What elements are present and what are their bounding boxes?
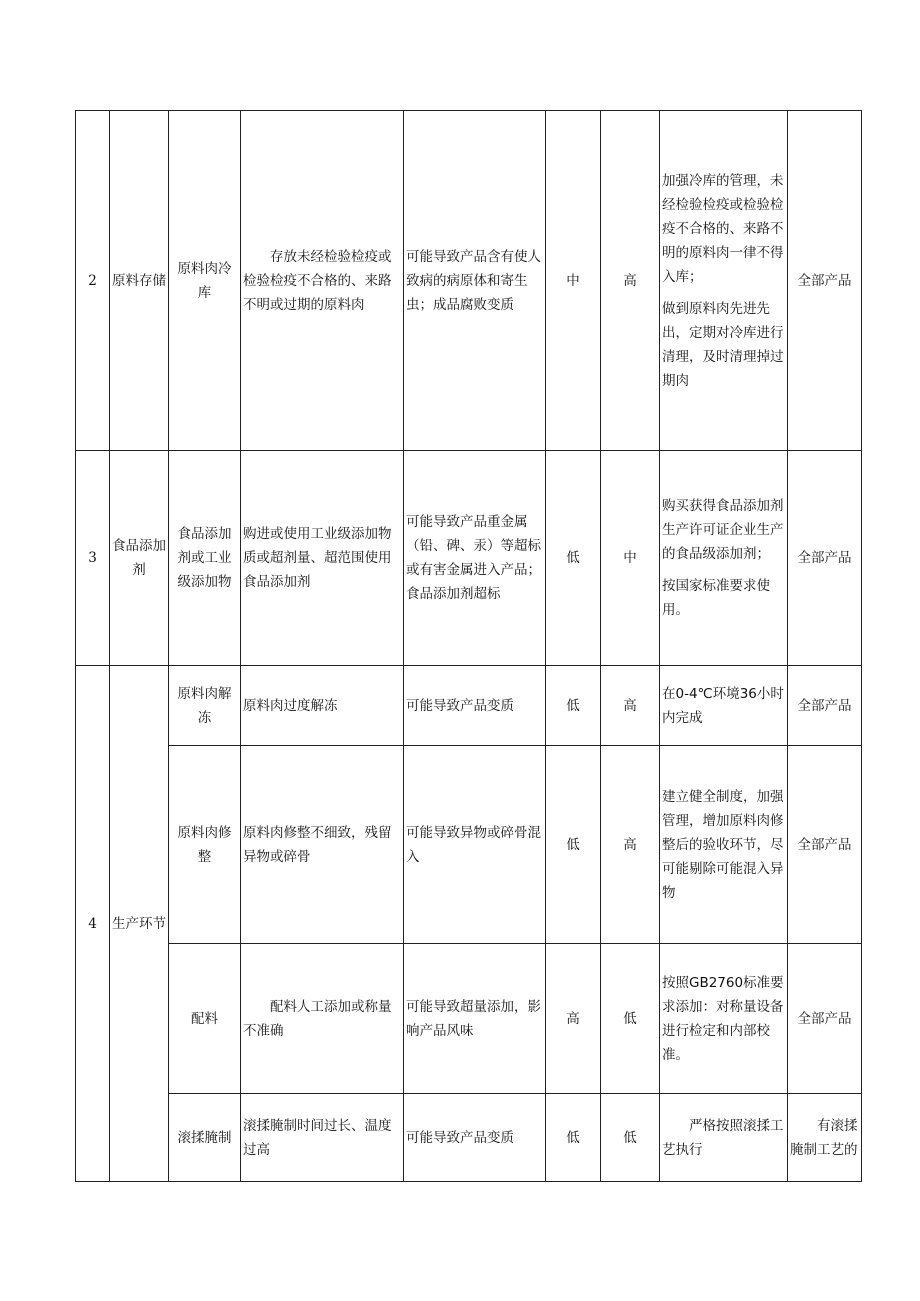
hazard-cell: 滚揉腌制时间过长、温度过高	[241, 1094, 404, 1182]
hazard-cell: 原料肉过度解冻	[241, 666, 404, 746]
stage-cell: 食品添加剂	[110, 451, 169, 666]
step-cell: 原料肉冷库	[169, 111, 241, 451]
hazard-cell	[241, 944, 404, 1094]
measures-cell: 按照GB2760标准要求添加：对称量设备进行检定和内部校准。	[660, 944, 788, 1094]
row-number: 4	[76, 666, 110, 1182]
step-cell: 食品添加剂或工业级添加物	[169, 451, 241, 666]
severity-cell: 高	[601, 746, 660, 944]
table-row	[76, 944, 862, 1094]
hazard-cell: 原料肉修整不细致，残留异物或碎骨	[241, 746, 404, 944]
scope-cell: 全部产品	[788, 666, 862, 746]
likelihood-cell: 低	[546, 666, 601, 746]
measure-paragraph: 做到原料肉先进先出，定期对冷库进行清理，及时清理掉过期肉	[662, 300, 784, 389]
consequence-cell: 可能导致异物或碎骨混入	[404, 746, 546, 944]
measures-cell	[660, 111, 788, 451]
risk-table	[75, 110, 862, 1182]
consequence-cell: 可能导致产品重金属（铅、碑、汞）等超标或有害金属进入产品；食品添加剂超标	[404, 451, 546, 666]
table-row	[76, 111, 862, 451]
likelihood-cell: 中	[546, 111, 601, 451]
hazard-cell: 购进或使用工业级添加物质或超剂量、超范围使用食品添加剂	[241, 451, 404, 666]
consequence-cell: 可能导致产品变质	[404, 1094, 546, 1182]
scope-text: 有滚揉腌制工艺的	[790, 1117, 858, 1158]
scope-cell: 全部产品	[788, 944, 862, 1094]
scope-cell: 全部产品	[788, 111, 862, 451]
likelihood-cell: 低	[546, 746, 601, 944]
hazard-text: 配料人工添加或称量不准确	[243, 998, 392, 1039]
scope-cell: 全部产品	[788, 746, 862, 944]
scope-cell: 全部产品	[788, 451, 862, 666]
row-number: 3	[76, 451, 110, 666]
table-row	[76, 1094, 862, 1182]
measure-paragraph: 按国家标准要求使用。	[662, 578, 770, 618]
step-cell: 原料肉修整	[169, 746, 241, 944]
consequence-cell: 可能导致产品含有使人致病的病原体和寄生虫；成品腐败变质	[404, 111, 546, 451]
table-row	[76, 451, 862, 666]
row-number: 2	[76, 111, 110, 451]
severity-cell: 高	[601, 666, 660, 746]
likelihood-cell: 低	[546, 1094, 601, 1182]
measures-cell	[660, 1094, 788, 1182]
likelihood-cell: 低	[546, 451, 601, 666]
table-row	[76, 746, 862, 944]
severity-cell: 中	[601, 451, 660, 666]
measure-paragraph: 购买获得食品添加剂生产许可证企业生产的食品级添加剂；	[662, 498, 784, 562]
step-cell: 滚揉腌制	[169, 1094, 241, 1182]
measures-cell: 在0-4℃环境36小时内完成	[660, 666, 788, 746]
step-cell: 配料	[169, 944, 241, 1094]
measure-paragraph: 加强冷库的管理，未经检验检疫或检验检疫不合格的、来路不明的原料肉一律不得入库；	[662, 172, 784, 285]
measures-cell: 建立健全制度，加强管理，增加原料肉修整后的验收环节，尽可能剔除可能混入异物	[660, 746, 788, 944]
table-row	[76, 666, 862, 746]
scope-cell	[788, 1094, 862, 1182]
consequence-cell: 可能导致超量添加，影响产品风味	[404, 944, 546, 1094]
severity-cell: 高	[601, 111, 660, 451]
measure-text: 严格按照滚揉工艺执行	[662, 1117, 784, 1158]
stage-cell: 生产环节	[110, 666, 169, 1182]
hazard-text: 存放未经检验检疫或检验检疫不合格的、来路不明或过期的原料肉	[243, 248, 392, 313]
step-cell: 原料肉解冻	[169, 666, 241, 746]
likelihood-cell: 高	[546, 944, 601, 1094]
consequence-cell: 可能导致产品变质	[404, 666, 546, 746]
severity-cell: 低	[601, 944, 660, 1094]
stage-cell: 原料存储	[110, 111, 169, 451]
severity-cell: 低	[601, 1094, 660, 1182]
measures-cell	[660, 451, 788, 666]
hazard-cell	[241, 111, 404, 451]
